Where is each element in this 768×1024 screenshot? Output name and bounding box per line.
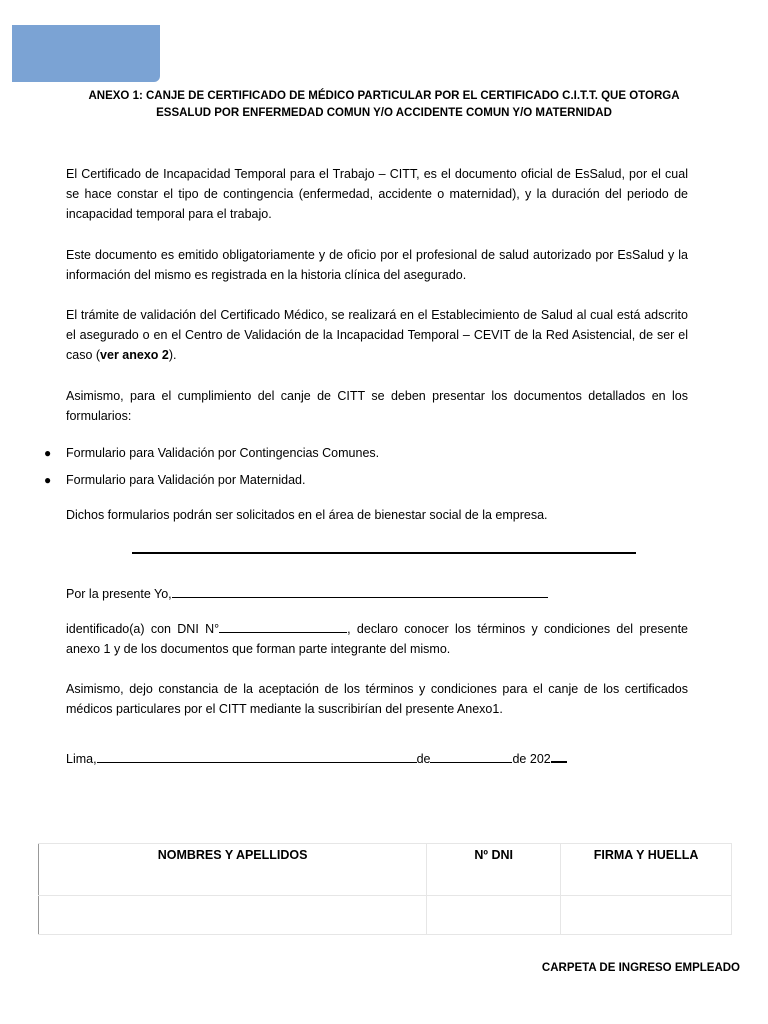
bullet-text: Formulario para Validación por Contingencias Comunes. [66,446,380,460]
bullet-icon: ● [44,446,52,460]
document-title [60,88,708,122]
table-row [39,896,732,935]
cell-dni[interactable] [427,896,561,935]
de-label-2: de 202 [512,752,551,766]
dni-blank-field[interactable] [219,619,347,633]
cell-nombres[interactable] [39,896,427,935]
footer-label: CARPETA DE INGRESO EMPLEADO [541,962,740,974]
section-divider [132,552,636,554]
bullet-icon: ● [44,473,52,487]
presente-label: Por la presente Yo, [66,587,172,601]
day-blank-field[interactable] [97,749,417,763]
header-dni: Nº DNI [427,844,561,896]
list-item [44,470,305,490]
validation-end: ). [168,348,177,362]
declaro-text: , declaro conocer los términos y condiciones del presente anexo 1 y de los documentos que forman parte integrante del mismo. [66,622,688,656]
validation-text: El trámite de validación del Certificado Médico, se realizará en el Establecimiento de Salud al cual está adscrito el asegurado o en el Centro de Validación de la Incapacidad Temporal – CEVIT de la Red Asistencial, de ser el caso ( [66,308,688,362]
title-line-1: ANEXO 1: CANJE DE CERTIFICADO DE MÉDICO PARTICULAR POR EL CERTIFICADO C.I.T.T. QUE OTORGA [88,90,680,102]
cell-firma[interactable] [561,896,732,935]
table-header-row [39,844,732,896]
title-line-2: ESSALUD POR ENFERMEDAD COMUN Y/O ACCIDENTE COMUN Y/O MATERNIDAD [156,107,612,119]
header-nombres: NOMBRES Y APELLIDOS [39,844,427,896]
paragraph-forms-request: Dichos formularios podrán ser solicitados en el área de bienestar social de la empresa. [66,508,548,522]
paragraph-requirements: Asimismo, para el cumplimiento del canje de CITT se deben presentar los documentos detallados en los formularios: [66,389,688,423]
month-blank-field[interactable] [430,749,512,763]
date-line [66,748,688,769]
paragraph-validation [66,305,688,365]
declaration-dni-paragraph [66,619,688,659]
bullet-text: Formulario para Validación por Maternidad. [66,473,306,487]
lima-label: Lima, [66,752,97,766]
signature-table [38,843,732,935]
name-blank-field[interactable] [172,584,548,598]
dni-label: identificado(a) con DNI N° [66,622,220,636]
declaration-acceptance: Asimismo, dejo constancia de la aceptación de los términos y condiciones para el canje de los certificados médicos particulares por el CITT mediante la suscribirían del presente Anexo1. [66,682,688,716]
year-blank-field[interactable] [551,748,567,763]
logo-placeholder [12,25,160,82]
anexo2-reference: ver anexo 2 [100,348,169,362]
de-label-1: de [416,752,431,766]
paragraph-emission: Este documento es emitido obligatoriamente y de oficio por el profesional de salud autorizado por EsSalud y la información del mismo es registrada en la historia clínica del asegurado. [66,248,688,282]
list-item [44,443,379,463]
paragraph-citt-definition: El Certificado de Incapacidad Temporal para el Trabajo – CITT, es el documento oficial de EsSalud, por el cual se hace constar el tipo de contingencia (enfermedad, accidente o maternidad), y la duración del periodo de incapacidad temporal para el trabajo. [66,167,688,221]
header-firma: FIRMA Y HUELLA [561,844,732,896]
declaration-name-line [66,584,688,604]
